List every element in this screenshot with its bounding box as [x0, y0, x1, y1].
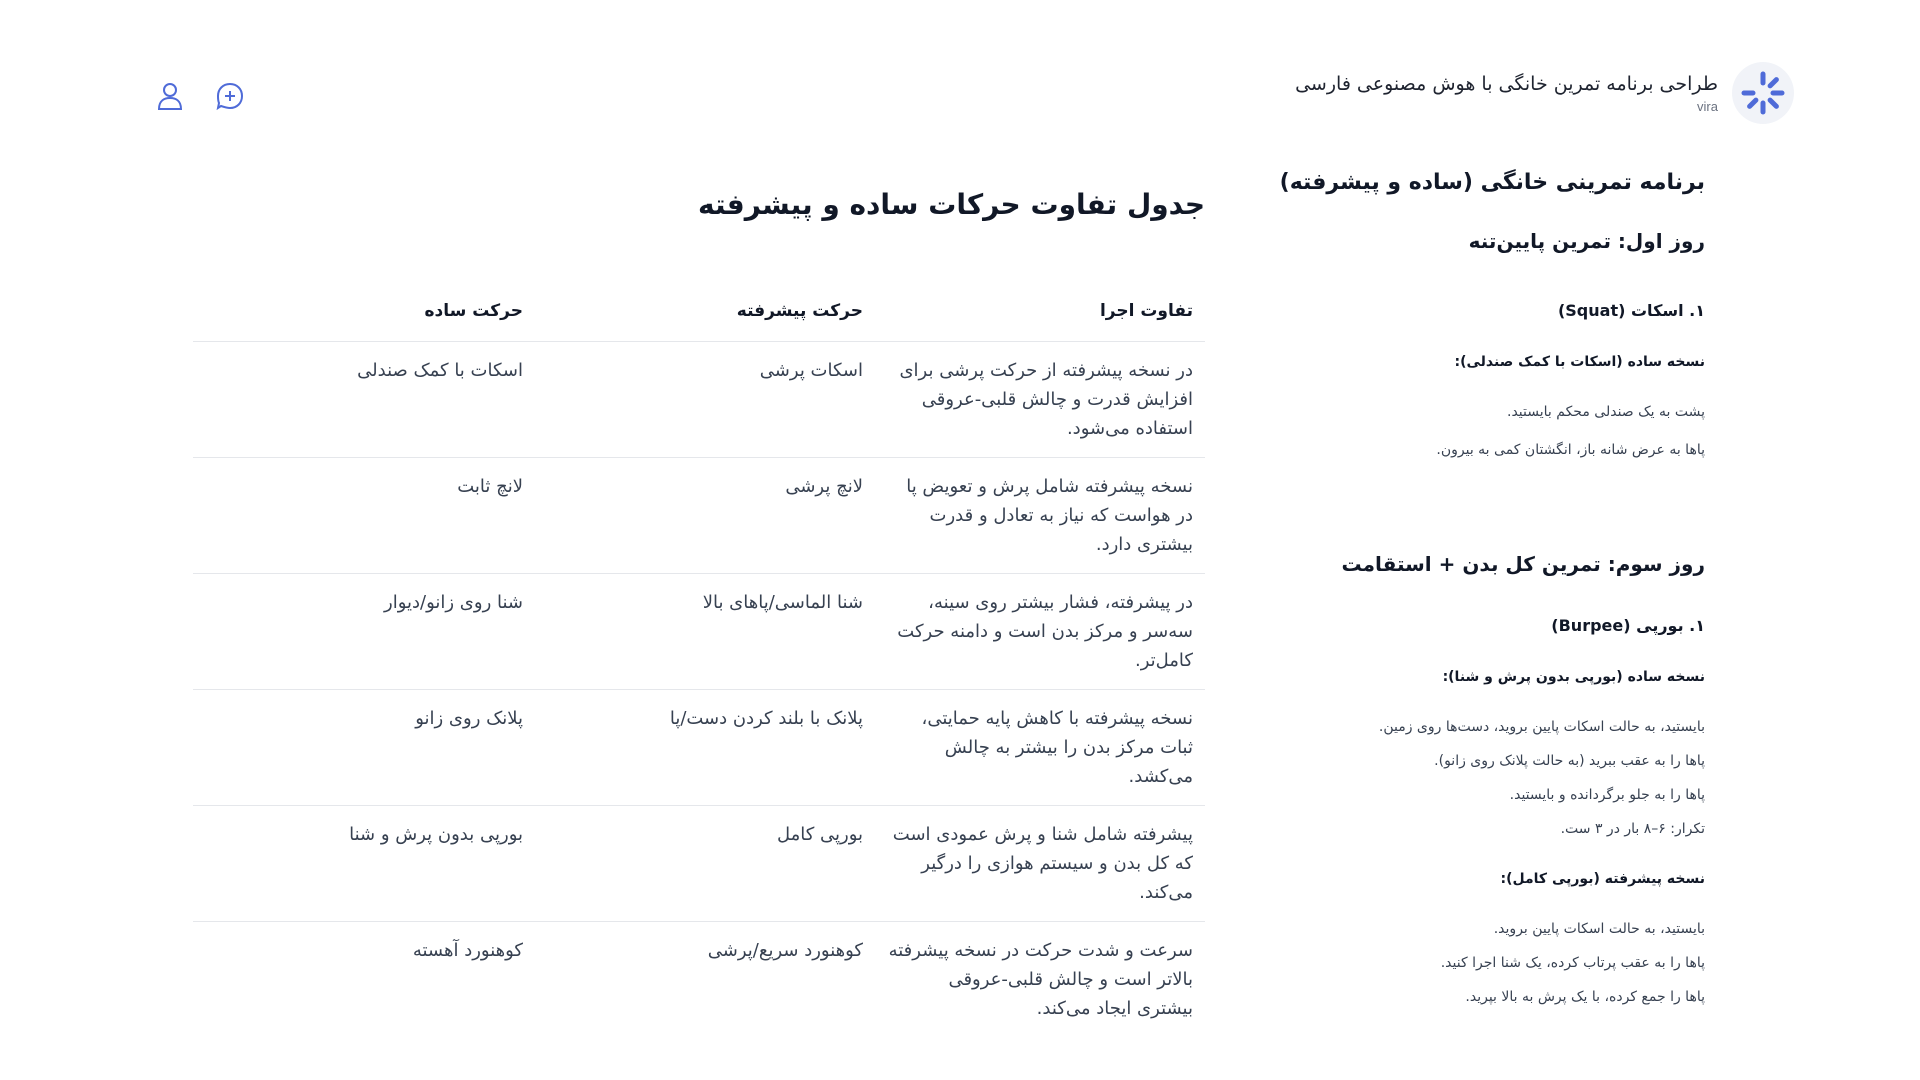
- day3-title: روز سوم: تمرین کل بدن + استقامت: [1341, 552, 1705, 576]
- day1-simple-title: نسخه ساده (اسکات با کمک صندلی):: [1454, 354, 1705, 370]
- comparison-section: [190, 188, 1205, 1037]
- step-line: پاها را به جلو برگردانده و بایستید.: [1509, 787, 1705, 803]
- step-line: بایستید، به حالت اسکات پایین بروید.: [1493, 921, 1705, 937]
- cell-simple: شنا روی زانو/دیوار: [193, 574, 535, 690]
- comparison-table: [193, 301, 1205, 1037]
- step-line: پاها را جمع کرده، با یک پرش به بالا بپرید.: [1465, 989, 1705, 1005]
- spinner-logo-icon: [1732, 62, 1794, 124]
- step-line: تکرار: ۶–۸ بار در ۳ ست.: [1560, 821, 1705, 837]
- cell-diff: در نسخه پیشرفته از حرکت پرشی برای افزایش قدرت و چالش قلبی-عروقی استفاده می‌شود.: [875, 342, 1205, 458]
- day3-advanced-title: نسخه پیشرفته (بورپی کامل):: [1500, 871, 1705, 887]
- col-header-diff: تفاوت اجرا: [875, 301, 1205, 342]
- cell-advanced: پلانک با بلند کردن دست/پا: [535, 690, 875, 806]
- table-title: جدول تفاوت حرکات ساده و پیشرفته: [698, 188, 1205, 221]
- cell-advanced: شنا الماسی/پاهای بالا: [535, 574, 875, 690]
- day3-exercise: ۱. بورپی (Burpee): [1551, 616, 1705, 635]
- cell-simple: لانچ ثابت: [193, 458, 535, 574]
- app-header-brand: [1295, 62, 1794, 124]
- table-row: [193, 574, 1205, 690]
- step-line: پاها را به عقب پرتاب کرده، یک شنا اجرا کنید.: [1440, 955, 1705, 971]
- step-line: پاها به عرض شانه باز، انگشتان کمی به بیرون.: [1436, 442, 1705, 458]
- cell-diff: پیشرفته شامل شنا و پرش عمودی است که کل بدن و سیستم هوازی را درگیر می‌کند.: [875, 806, 1205, 922]
- cell-simple: پلانک روی زانو: [193, 690, 535, 806]
- cell-advanced: لانچ پرشی: [535, 458, 875, 574]
- day1-exercise: ۱. اسکات (Squat): [1557, 301, 1705, 320]
- user-icon[interactable]: [152, 78, 188, 114]
- cell-simple: بورپی بدون پرش و شنا: [193, 806, 535, 922]
- cell-advanced: اسکات پرشی: [535, 342, 875, 458]
- table-row: [193, 458, 1205, 574]
- cell-diff: نسخه پیشرفته شامل پرش و تعویض پا در هواست که نیاز به تعادل و قدرت بیشتری دارد.: [875, 458, 1205, 574]
- chat-title: طراحی برنامه تمرین خانگی با هوش مصنوعی فارسی: [1295, 72, 1718, 95]
- cell-simple: کوهنورد آهسته: [412, 940, 523, 961]
- cell-advanced: کوهنورد سریع/پرشی: [707, 940, 863, 961]
- cell-diff: نسخه پیشرفته با کاهش پایه حمایتی، ثبات مرکز بدن را بیشتر به چالش می‌کشد.: [875, 690, 1205, 806]
- table-row: [193, 806, 1205, 922]
- step-line: بایستید، به حالت اسکات پایین بروید، دست‌ها روی زمین.: [1378, 719, 1705, 735]
- table-row: [193, 690, 1205, 806]
- col-header-simple: حرکت ساده: [193, 301, 535, 342]
- cell-diff: در پیشرفته، فشار بیشتر روی سینه، سه‌سر و مرکز بدن است و دامنه حرکت کامل‌تر.: [875, 574, 1205, 690]
- plan-title: برنامه تمرینی خانگی (ساده و پیشرفته): [1279, 170, 1705, 195]
- step-line: پشت به یک صندلی محکم بایستید.: [1507, 404, 1705, 420]
- new-chat-icon[interactable]: [212, 78, 248, 114]
- cell-simple: اسکات با کمک صندلی: [193, 342, 535, 458]
- brand-name: vira: [1697, 98, 1718, 114]
- cell-diff: سرعت و شدت حرکت در نسخه پیشرفته بالاتر است و چالش قلبی-عروقی بیشتری ایجاد می‌کند.: [888, 940, 1193, 1019]
- day1-title: روز اول: تمرین پایین‌تنه: [1468, 229, 1705, 253]
- header-actions: [152, 78, 248, 114]
- step-line: پاها را به عقب ببرید (به حالت پلانک روی زانو).: [1434, 753, 1705, 769]
- table-header-row: [193, 301, 1205, 342]
- day3-simple-title: نسخه ساده (بورپی بدون پرش و شنا):: [1442, 669, 1705, 685]
- col-header-advanced: حرکت پیشرفته: [535, 301, 875, 342]
- workout-steps-panel: [1279, 170, 1705, 1005]
- cell-advanced: بورپی کامل: [535, 806, 875, 922]
- table-row: [193, 342, 1205, 458]
- table-row: [193, 922, 1205, 1038]
